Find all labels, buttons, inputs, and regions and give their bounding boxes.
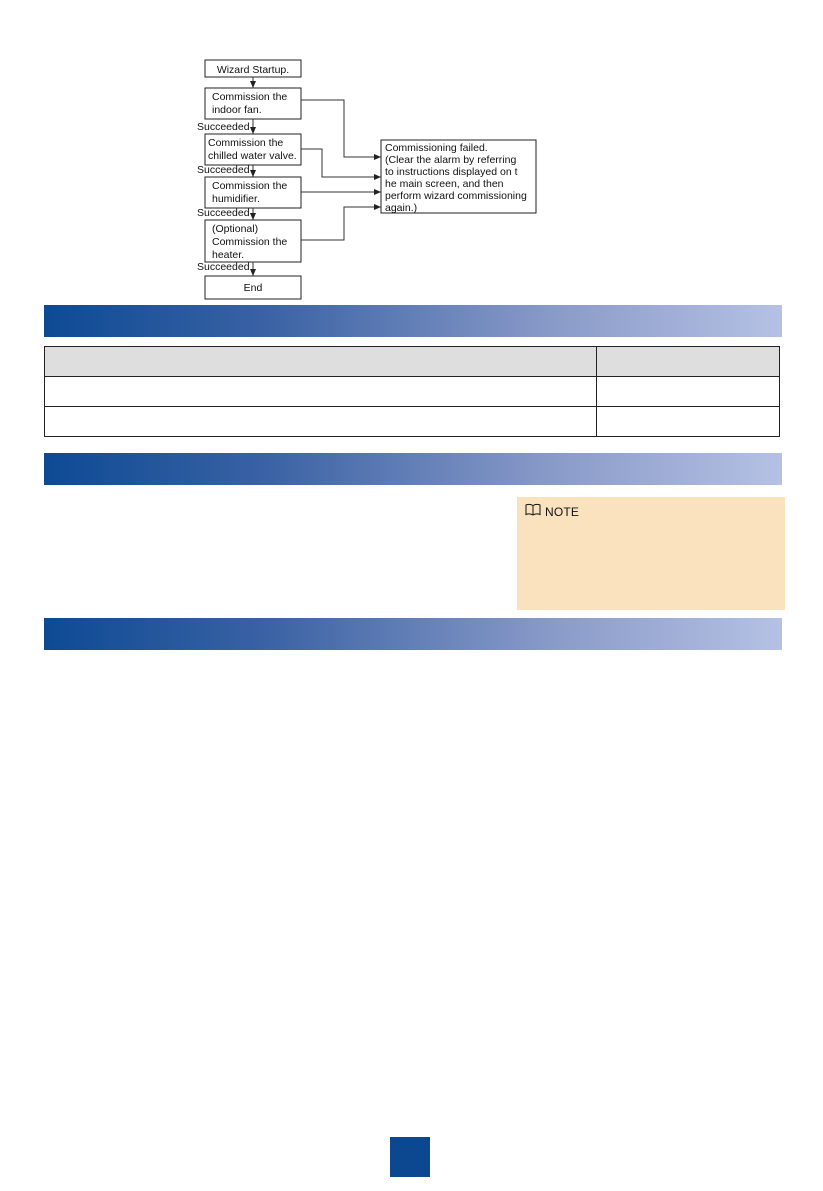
note-box bbox=[517, 497, 785, 610]
failure-line4: he main screen, and then bbox=[385, 178, 504, 190]
table-header-cell bbox=[597, 347, 780, 377]
failure-line5: perform wizard commissioning bbox=[385, 190, 527, 202]
succeeded-label-1: Succeeded bbox=[197, 121, 250, 133]
step-heater-line3: heater. bbox=[212, 249, 245, 261]
table-cell bbox=[597, 407, 780, 437]
step-valve-line1: Commission the bbox=[208, 137, 284, 149]
step-heater-line2: Commission the bbox=[212, 236, 288, 248]
step-indoor-fan-line2: indoor fan. bbox=[212, 104, 262, 116]
table-cell bbox=[597, 377, 780, 407]
start-text: Wizard Startup. bbox=[216, 64, 290, 76]
table-header-cell bbox=[45, 347, 597, 377]
note-header bbox=[525, 503, 579, 521]
succeeded-label-3: Succeeded bbox=[197, 207, 250, 219]
section-banner-1 bbox=[44, 305, 782, 337]
failure-line2: (Clear the alarm by referring bbox=[385, 154, 517, 166]
table-cell bbox=[45, 377, 597, 407]
failure-line1: Commissioning failed. bbox=[385, 142, 488, 154]
failure-connector-2 bbox=[301, 149, 381, 177]
step-humidifier-line2: humidifier. bbox=[212, 193, 260, 205]
failure-connector-1 bbox=[301, 100, 381, 157]
page-number-box bbox=[390, 1137, 430, 1177]
table-row bbox=[45, 407, 780, 437]
info-table bbox=[44, 346, 780, 437]
step-valve-line2: chilled water valve. bbox=[208, 150, 297, 162]
succeeded-label-2: Succeeded bbox=[197, 164, 250, 176]
table-header-row bbox=[45, 347, 780, 377]
failure-line3: to instructions displayed on t bbox=[385, 166, 518, 178]
failure-connector-4 bbox=[301, 207, 381, 240]
end-text: End bbox=[243, 282, 263, 294]
commissioning-flowchart bbox=[0, 0, 823, 305]
step-indoor-fan-line1: Commission the bbox=[212, 91, 288, 103]
table-cell bbox=[45, 407, 597, 437]
succeeded-label-4: Succeeded bbox=[197, 261, 250, 273]
section-banner-3 bbox=[44, 618, 782, 650]
note-label: NOTE bbox=[545, 505, 580, 519]
section-banner-2 bbox=[44, 453, 782, 485]
book-icon bbox=[525, 503, 541, 521]
failure-line6: again.) bbox=[385, 202, 418, 214]
step-humidifier-line1: Commission the bbox=[212, 180, 288, 192]
step-heater-line1: (Optional) bbox=[212, 223, 259, 235]
table-row bbox=[45, 377, 780, 407]
